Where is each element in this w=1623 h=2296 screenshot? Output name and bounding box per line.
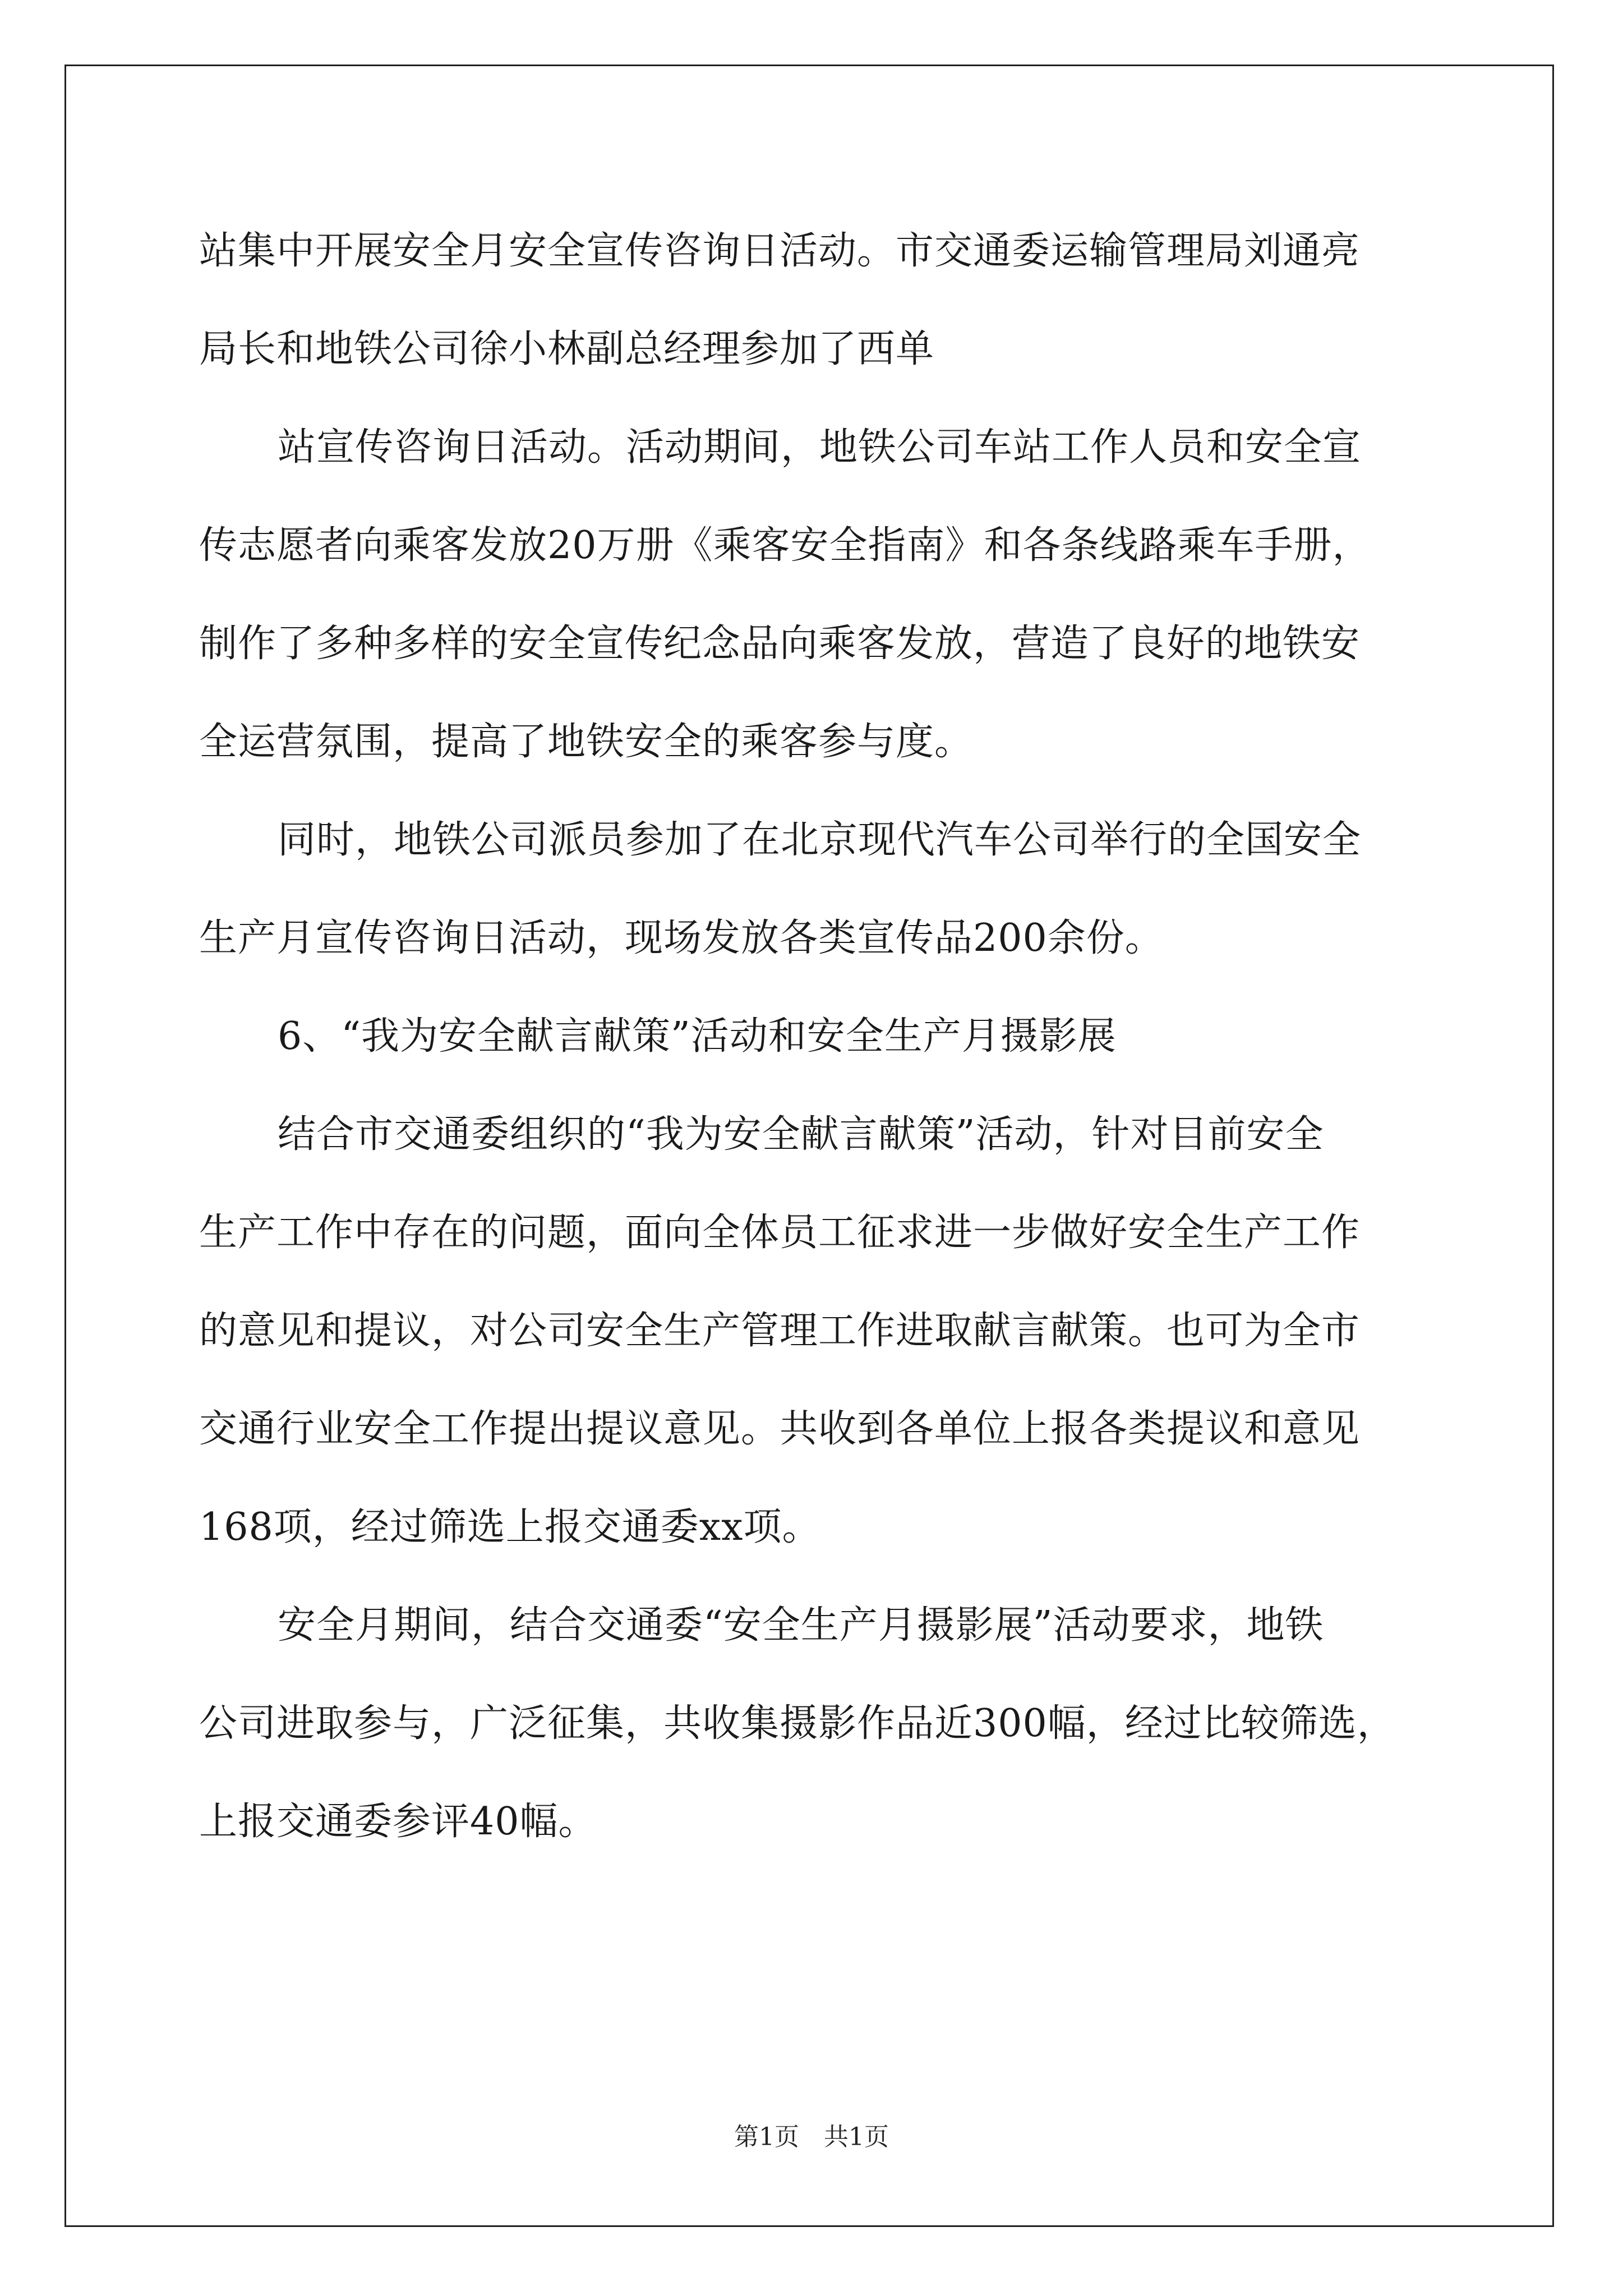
text-line: 生产月宣传咨询日活动，现场发放各类宣传品200余份。 — [199, 916, 1164, 960]
text-line: 同时，地铁公司派员参加了在北京现代汽车公司举行的全国安全 — [278, 818, 1362, 862]
page-footer — [0, 2120, 1623, 2154]
text-line: 交通行业安全工作提出提议意见。共收到各单位上报各类提议和意见 — [199, 1407, 1361, 1451]
text-line: 制作了多种多样的安全宣传纪念品向乘客发放，营造了良好的地铁安 — [199, 622, 1361, 666]
text-line: 全运营氛围，提高了地铁安全的乘客参与度。 — [199, 720, 974, 764]
text-line: 传志愿者向乘客发放20万册《乘客安全指南》和各条线路乘车手册， — [199, 523, 1371, 568]
section-heading: 6、“我为安全献言献策”活动和安全生产月摄影展 — [278, 1014, 1117, 1059]
text-line: 上报交通委参评40幅。 — [199, 1800, 597, 1844]
text-line: 站宣传咨询日活动。活动期间，地铁公司车站工作人员和安全宣 — [278, 425, 1362, 470]
text-line: 安全月期间，结合交通委“安全生产月摄影展”活动要求，地铁 — [278, 1603, 1324, 1648]
document-body — [199, 202, 1461, 1871]
text-line: 局长和地铁公司徐小林副总经理参加了西单 — [199, 327, 935, 371]
text-line: 公司进取参与，广泛征集，共收集摄影作品近300幅，经过比较筛选， — [199, 1701, 1396, 1746]
text-line: 的意见和提议，对公司安全生产管理工作进取献言献策。也可为全市 — [199, 1309, 1361, 1353]
text-line: 168项，经过筛选上报交通委xx项。 — [199, 1505, 821, 1549]
text-line: 结合市交通委组织的“我为安全献言献策”活动，针对目前安全 — [278, 1112, 1324, 1157]
text-line: 生产工作中存在的问题，面向全体员工征求进一步做好安全生产工作 — [199, 1211, 1361, 1255]
text-line: 站集中开展安全月安全宣传咨询日活动。市交通委运输管理局刘通亮 — [199, 229, 1361, 273]
page-number: 第1页 共1页 — [734, 2123, 889, 2151]
